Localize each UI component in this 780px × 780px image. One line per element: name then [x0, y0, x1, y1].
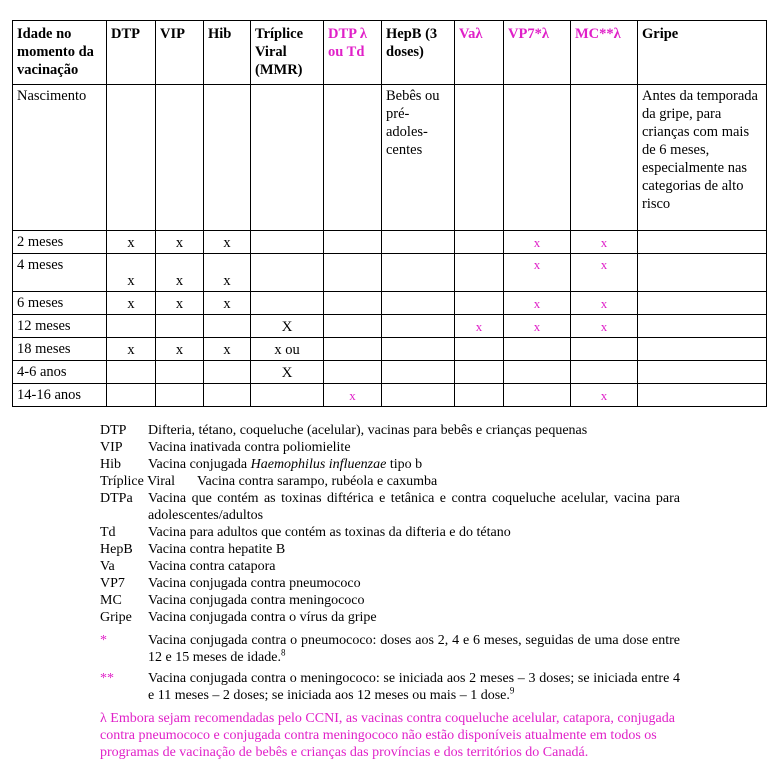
cell-va: x — [455, 315, 504, 338]
cell-vip: x — [156, 254, 204, 292]
footnote-mark: ** — [100, 671, 114, 686]
cell-vip: x — [156, 292, 204, 315]
cell-mc — [571, 338, 638, 361]
table-row — [13, 338, 767, 361]
cell-vip — [156, 315, 204, 338]
header-age: Idade no momento da vacinação — [13, 21, 107, 85]
row-age: 12 meses — [13, 315, 107, 338]
cell-gripe — [638, 384, 767, 407]
cell-dtp: x — [107, 254, 156, 292]
header-va: Vaλ — [455, 21, 504, 85]
document-page — [12, 20, 766, 407]
cell-vip — [156, 384, 204, 407]
legend-abbr: Tríplice Viral — [100, 474, 175, 489]
cell-dtp: x — [107, 292, 156, 315]
cell-vp7: x — [504, 292, 571, 315]
cell-dtp-td — [324, 315, 382, 338]
cell-mmr — [251, 254, 324, 292]
table-header-row — [13, 21, 767, 85]
cell-dtp: x — [107, 231, 156, 254]
cell-vp7: x — [504, 231, 571, 254]
availability-note: λ Embora sejam recomendadas pelo CCNI, as vacinas contra coqueluche acelular, catapora, conjugada contra pneumococo e conjugada contra meningococo não estão disponíveis atualmente em todos os programas de vacinação de bebês e crianças das províncias e dos territórios do Canadá. — [100, 711, 675, 760]
cell-hepb — [382, 292, 455, 315]
cell-vp7 — [504, 85, 571, 231]
legend-desc-italic: Haemophilus influenzae — [250, 457, 387, 472]
footnote-text — [148, 632, 680, 666]
header-hib: Hib — [204, 21, 251, 85]
cell-dtp-td — [324, 338, 382, 361]
legend-abbr: VIP — [100, 440, 123, 455]
legend-item — [100, 524, 680, 541]
legend-desc: Vacina conjugada contra meningococo — [148, 593, 365, 608]
footnote — [100, 670, 680, 704]
legend-abbr: DTPa — [100, 491, 133, 506]
cell-mmr — [251, 292, 324, 315]
row-age: 4 meses — [13, 254, 107, 292]
cell-gripe — [638, 292, 767, 315]
table-row — [13, 231, 767, 254]
cell-va — [455, 338, 504, 361]
legend-item — [100, 558, 680, 575]
cell-mc — [571, 361, 638, 384]
cell-va — [455, 85, 504, 231]
cell-mc: x — [571, 384, 638, 407]
legend-abbr: VP7 — [100, 576, 125, 591]
legend-item — [100, 439, 680, 456]
cell-vp7 — [504, 384, 571, 407]
cell-hepb — [382, 254, 455, 292]
cell-dtp — [107, 361, 156, 384]
legend-abbr: MC — [100, 593, 122, 608]
cell-hepb: Bebês ou pré-adoles-centes — [382, 85, 455, 231]
legend-item — [100, 490, 680, 524]
table-row — [13, 315, 767, 338]
cell-va — [455, 292, 504, 315]
cell-gripe — [638, 315, 767, 338]
cell-gripe: Antes da temporada da gripe, para crianças com mais de 6 meses, especialmente nas categorias de alto risco — [638, 85, 767, 231]
row-age: 2 meses — [13, 231, 107, 254]
cell-gripe — [638, 361, 767, 384]
cell-hepb — [382, 384, 455, 407]
cell-vip: x — [156, 338, 204, 361]
legend-abbr: DTP — [100, 423, 127, 438]
cell-dtp-td — [324, 85, 382, 231]
legend-desc: Vacina conjugada contra pneumococo — [148, 576, 361, 591]
cell-mc: x — [571, 315, 638, 338]
legend-item — [100, 592, 680, 609]
header-mmr: Tríplice Viral (MMR) — [251, 21, 324, 85]
cell-dtp-td — [324, 361, 382, 384]
cell-vp7 — [504, 361, 571, 384]
legend-desc: Vacina contra hepatite B — [148, 542, 286, 557]
cell-dtp-td: x — [324, 384, 382, 407]
header-hepb: HepB (3 doses) — [382, 21, 455, 85]
legend-desc: Vacina para adultos que contém as toxinas da difteria e do tétano — [148, 525, 511, 540]
table-row — [13, 384, 767, 407]
legend-abbr: Td — [100, 525, 116, 540]
cell-mmr — [251, 384, 324, 407]
cell-va — [455, 254, 504, 292]
legend-desc-post: tipo b — [386, 457, 423, 472]
cell-mc — [571, 85, 638, 231]
legend-item — [100, 609, 680, 626]
cell-dtp-td — [324, 292, 382, 315]
cell-vp7: x — [504, 254, 571, 292]
cell-hib — [204, 315, 251, 338]
table-row — [13, 85, 767, 231]
cell-mc: x — [571, 231, 638, 254]
cell-mc: x — [571, 292, 638, 315]
legend-abbr: Va — [100, 559, 115, 574]
cell-hib — [204, 384, 251, 407]
cell-dtp-td — [324, 231, 382, 254]
header-mc: MC**λ — [571, 21, 638, 85]
cell-dtp — [107, 315, 156, 338]
footnote-text — [148, 670, 680, 704]
footnote-desc: Vacina conjugada contra o pneumococo: doses aos 2, 4 e 6 meses, seguidas de uma dose entre 12 e 15 meses de idade. — [148, 633, 680, 665]
cell-mmr: X — [251, 315, 324, 338]
table-row — [13, 254, 767, 292]
legend-item — [100, 473, 680, 490]
cell-gripe — [638, 338, 767, 361]
cell-gripe — [638, 254, 767, 292]
cell-va — [455, 361, 504, 384]
legend-item — [100, 422, 680, 439]
abbreviation-legend — [100, 422, 680, 708]
legend-desc-pre: Vacina conjugada — [148, 457, 251, 472]
legend-desc: Vacina que contém as toxinas diftérica e tetânica e contra coqueluche acelular, vacina para adolescentes/adultos — [148, 491, 680, 523]
cell-hepb — [382, 338, 455, 361]
footnote-desc: Vacina conjugada contra o meningococo: se iniciada aos 2 meses – 3 doses; se iniciada entre 4 e 11 meses – 2 doses; se iniciada aos 12 meses ou mais – 1 dose. — [148, 671, 680, 703]
legend-desc: Vacina contra sarampo, rubéola e caxumba — [197, 474, 438, 489]
cell-vip — [156, 361, 204, 384]
cell-hepb — [382, 315, 455, 338]
legend-abbr: HepB — [100, 542, 133, 557]
legend-desc: Vacina contra catapora — [148, 559, 276, 574]
header-gripe: Gripe — [638, 21, 767, 85]
cell-mmr: x ou — [251, 338, 324, 361]
legend-desc — [148, 456, 680, 473]
row-age: Nascimento — [13, 85, 107, 231]
cell-dtp-td — [324, 254, 382, 292]
footnote-mark: * — [100, 633, 107, 648]
legend-desc: Difteria, tétano, coqueluche (acelular), vacinas para bebês e crianças pequenas — [148, 423, 588, 438]
cell-vip — [156, 85, 204, 231]
cell-mmr: X — [251, 361, 324, 384]
legend-desc: Vacina inativada contra poliomielite — [148, 440, 351, 455]
footnotes — [100, 632, 680, 704]
cell-mmr — [251, 231, 324, 254]
legend-item — [100, 456, 680, 473]
cell-hib: x — [204, 292, 251, 315]
table-row — [13, 292, 767, 315]
cell-dtp — [107, 384, 156, 407]
table-row — [13, 361, 767, 384]
row-age: 14-16 anos — [13, 384, 107, 407]
row-age: 4-6 anos — [13, 361, 107, 384]
header-dtp: DTP — [107, 21, 156, 85]
footnote — [100, 632, 680, 666]
legend-desc: Vacina conjugada contra o vírus da gripe — [148, 610, 377, 625]
footnote-ref: 9 — [509, 685, 515, 696]
header-vip: VIP — [156, 21, 204, 85]
legend-item — [100, 575, 680, 592]
vaccination-schedule-table — [12, 20, 767, 407]
cell-va — [455, 231, 504, 254]
cell-gripe — [638, 231, 767, 254]
header-dtp-td: DTP λ ou Td — [324, 21, 382, 85]
cell-vip: x — [156, 231, 204, 254]
cell-hepb — [382, 361, 455, 384]
footnote-ref: 8 — [280, 647, 286, 658]
row-age: 18 meses — [13, 338, 107, 361]
cell-hib — [204, 361, 251, 384]
row-age: 6 meses — [13, 292, 107, 315]
header-vp7: VP7*λ — [504, 21, 571, 85]
cell-vp7: x — [504, 315, 571, 338]
cell-hib: x — [204, 338, 251, 361]
cell-hib: x — [204, 231, 251, 254]
cell-vp7 — [504, 338, 571, 361]
cell-mmr — [251, 85, 324, 231]
cell-va — [455, 384, 504, 407]
cell-dtp — [107, 85, 156, 231]
cell-dtp: x — [107, 338, 156, 361]
legend-item — [100, 541, 680, 558]
legend-abbr: Hib — [100, 457, 121, 472]
cell-hib — [204, 85, 251, 231]
legend-abbr: Gripe — [100, 610, 132, 625]
cell-mc: x — [571, 254, 638, 292]
cell-hepb — [382, 231, 455, 254]
cell-hib: x — [204, 254, 251, 292]
